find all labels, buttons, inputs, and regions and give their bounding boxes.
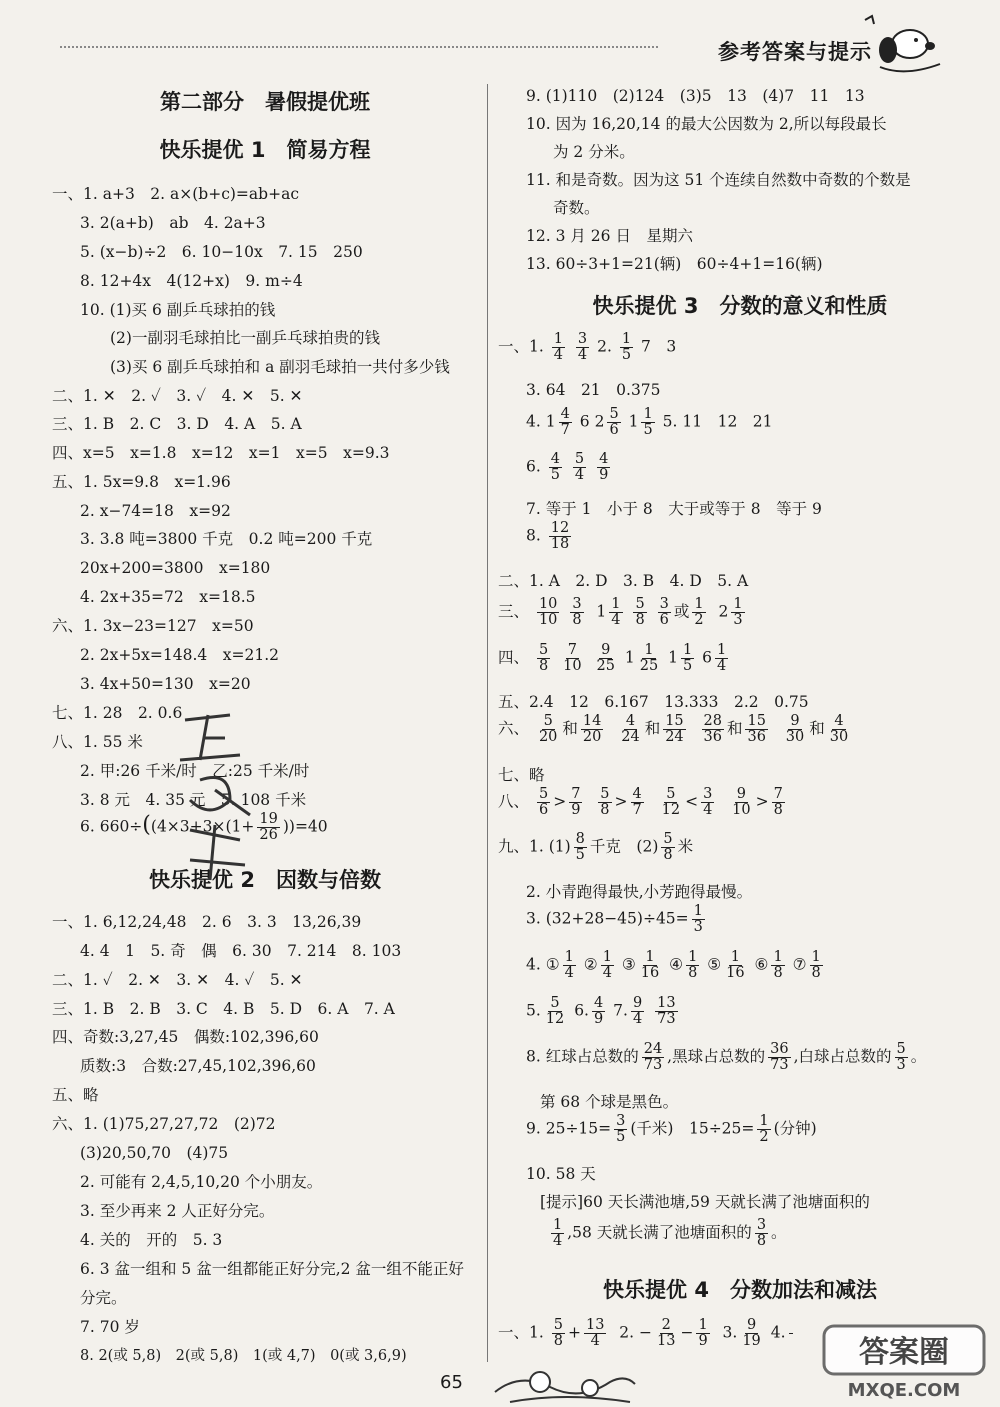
answer-line: 3. 3.8 吨=3800 千克 0.2 吨=200 千克 [80, 530, 373, 548]
answer-line: 六、1. 3x−23=127 x=50 [52, 617, 254, 635]
answer-line: 质数:3 合数:27,45,102,396,60 [80, 1057, 316, 1075]
answer-line-frac: 四、 $\frac{5}{8}$ $\frac{7}{10}$ $\frac{9}{25}$ 1 $\frac{1}{25}$ 1 $\frac{1}{5}$ 6 $\frac{1}{4}$ [498, 642, 727, 675]
answer-line-frac: 5. $\frac{5}{12}$ 6. $\frac{4}{9}$ 7. $\frac{9}{4}$ $\frac{13}{73}$ [526, 995, 676, 1028]
answer-line: 8. 2(或 5,8) 2(或 5,8) 1(或 4,7) 0(或 3,6,9) [80, 1348, 407, 1364]
answer-line: [提示]60 天长满池塘,59 天就长满了池塘面积的 [540, 1193, 870, 1211]
answer-line-frac: 4. ① $\frac{1}{4}$ ② $\frac{1}{4}$ ③ $\frac{1}{16}$ ④ $\frac{1}{8}$ ⑤ $\frac{1}{16}$ ⑥ $\frac{1}{8}$ ⑦ $\frac{1}{8}$ [526, 949, 821, 982]
answer-line: 9. (1)110 (2)124 (3)5 13 (4)7 11 13 [526, 87, 865, 105]
answer-line-frac: 3. (32+28−45)÷45= $\frac{1}{3}$ [526, 903, 703, 936]
answer-line: 四、奇数:3,27,45 偶数:102,396,60 [52, 1028, 319, 1046]
answer-line: 五、略 [52, 1086, 99, 1104]
section-title-4: 快乐提优 4 分数加法和减法 [603, 1278, 877, 1302]
answer-line: 10. 58 天 [526, 1165, 596, 1183]
answer-line: 3. 2(a+b) ab 4. 2a+3 [80, 214, 266, 232]
footer-cartoon-icon [490, 1362, 640, 1407]
page-header-title: 参考答案与提示 [718, 40, 872, 64]
answer-line: 7. 70 岁 [80, 1318, 140, 1336]
page-number: 65 [440, 1372, 463, 1393]
snoopy-mascot-icon [860, 12, 955, 77]
watermark-text: 答案圈 [859, 1335, 949, 1370]
part-title: 第二部分 暑假提优班 [160, 90, 370, 114]
answer-line: 二、1. A 2. D 3. B 4. D 5. A [498, 572, 749, 590]
answer-line: 为 2 分米。 [553, 143, 635, 161]
answer-line: 4. 关的 开的 5. 3 [80, 1231, 223, 1249]
watermark-logo [820, 1318, 995, 1403]
column-divider [487, 84, 488, 1362]
answer-line: 五、1. 5x=9.8 x=1.96 [52, 473, 231, 491]
answer-line: 10. 因为 16,20,14 的最大公因数为 2,所以每段最长 [526, 115, 887, 133]
watermark-sub: MXQE.COM [847, 1380, 961, 1401]
answer-line: 20x+200=3800 x=180 [80, 559, 271, 577]
answer-line: 四、x=5 x=1.8 x=12 x=1 x=5 x=9.3 [52, 444, 390, 462]
answer-line: 分完。 [80, 1289, 127, 1307]
answer-line-frac: 三、 $\frac{10}{10}$ $\frac{3}{8}$ 1 $\frac{1}{4}$ $\frac{5}{8}$ $\frac{3}{6}$ 或 $\frac{1}{2}$ 2 $\frac{1}{3}$ [498, 596, 743, 629]
answer-line: 3. 4x+50=130 x=20 [80, 675, 251, 693]
answer-line-frac: 4. 1 $\frac{4}{7}$ 6 2 $\frac{5}{6}$ 1 $\frac{1}{5}$ 5. 11 12 21 [526, 406, 773, 439]
answer-line: (2)一副羽毛球拍比一副乒乓球拍贵的钱 [110, 329, 380, 347]
answer-line: 8. 12+4x 4(12+x) 9. m÷4 [80, 272, 303, 290]
answer-line: (3)买 6 副乒乓球拍和 a 副羽毛球拍一共付多少钱 [110, 358, 450, 376]
answer-line: 三、1. B 2. C 3. D 4. A 5. A [52, 415, 302, 433]
answer-line-frac: 8. $\frac{12}{18}$ [526, 520, 570, 553]
answer-line: 一、1. a+3 2. a×(b+c)=ab+ac [52, 185, 299, 203]
answer-line: 2. 小青跑得最快,小芳跑得最慢。 [526, 883, 753, 901]
answer-line-frac: 九、1. (1) $\frac{8}{5}$ 千克 (2) $\frac{5}{8}$ 米 [498, 831, 694, 864]
answer-line: 2. x−74=18 x=92 [80, 502, 231, 520]
answer-line: 八、1. 55 米 [52, 733, 143, 751]
answer-line: 10. (1)买 6 副乒乓球拍的钱 [80, 301, 276, 319]
answer-line-frac: 八、 $\frac{5}{6}$ > $\frac{7}{9}$ $\frac{5}{8}$ > $\frac{4}{7}$ $\frac{5}{12}$ < $\frac{3}{4}$ $\frac{9}{10}$ > $\frac{7}{8}$ [498, 786, 783, 819]
section-title-3: 快乐提优 3 分数的意义和性质 [592, 294, 888, 318]
answer-line: 五、2.4 12 6.167 13.333 2.2 0.75 [498, 693, 809, 711]
handwritten-scribble [170, 690, 280, 890]
answer-line: 一、1. 6,12,24,48 2. 6 3. 3 13,26,39 [52, 913, 362, 931]
answer-line: 12. 3 月 26 日 星期六 [526, 227, 693, 245]
answer-line: 六、1. (1)75,27,27,72 (2)72 [52, 1115, 276, 1133]
answer-line: 二、1. ✓ 2. ✕ 3. ✕ 4. ✓ 5. ✕ [52, 971, 303, 989]
answer-line: 第 68 个球是黑色。 [540, 1093, 679, 1111]
answer-line: 4. 4 1 5. 奇 偶 6. 30 7. 214 8. 103 [80, 942, 402, 960]
answer-line: 2. 可能有 2,4,5,10,20 个小朋友。 [80, 1173, 323, 1191]
answer-line: 七、略 [498, 766, 545, 784]
answer-line-frac: $\frac{1}{4}$ ,58 天就长满了池塘面积的 $\frac{3}{8}$ 。 [553, 1217, 787, 1250]
answer-line: 2. 2x+5x=148.4 x=21.2 [80, 646, 280, 664]
answer-line: 5. (x−b)÷2 6. 10−10x 7. 15 250 [80, 243, 363, 261]
answer-line: 7. 等于 1 小于 8 大于或等于 8 等于 9 [526, 500, 822, 518]
answer-line: 奇数。 [553, 199, 600, 217]
answer-line-frac: 一、1. $\frac{5}{8}$ + $\frac{13}{4}$ 2. − $\frac{2}{13}$ − $\frac{1}{9}$ 3. $\frac{9}{19}$ 4. [498, 1318, 796, 1349]
answer-line: 13. 60÷3+1=21(辆) 60÷4+1=16(辆) [526, 255, 823, 273]
answer-line: 二、1. ✕ 2. ✓ 3. ✓ 4. ✕ 5. ✕ [52, 387, 303, 405]
answer-line: 七、1. 28 2. 0.6 [52, 704, 183, 722]
answer-line-frac: 6. $\frac{4}{5}$ $\frac{5}{4}$ $\frac{4}{9}$ [526, 451, 609, 484]
answer-line: 3. 8 元 4. 35 元 5. 108 千米 [80, 791, 307, 809]
answer-line: 3. 至少再来 2 人正好分完。 [80, 1202, 275, 1220]
answer-line: (3)20,50,70 (4)75 [80, 1144, 229, 1162]
answer-line-frac: 六、 $\frac{5}{20}$ 和 $\frac{14}{20}$ $\frac{4}{24}$ 和 $\frac{15}{24}$ $\frac{28}{36}$ 和 $\frac{15}{36}$ $\frac{9}{30}$ 和 $\frac{4}{30}$ [498, 713, 849, 746]
answer-line-frac: 9. 25÷15= $\frac{3}{5}$ (千米) 15÷25= $\frac{1}{2}$ (分钟) [526, 1113, 817, 1146]
answer-line-frac: 一、1. $\frac{1}{4}$ $\frac{3}{4}$ 2. $\frac{1}{5}$ 7 3 [498, 331, 677, 364]
answer-line: 2. 甲:26 千米/时 乙:25 千米/时 [80, 762, 310, 780]
section-title-2: 快乐提优 2 因数与倍数 [149, 868, 381, 892]
answer-line: 6. 3 盆一组和 5 盆一组都能正好分完,2 盆一组不能正好 [80, 1260, 464, 1278]
answer-line-formula: 6. 660÷((4×3+3×(1+ $\frac{19}{26}$ ))=40 [80, 811, 328, 844]
answer-line: 3. 64 21 0.375 [526, 381, 661, 399]
section-title-1: 快乐提优 1 简易方程 [159, 138, 371, 162]
answer-line: 三、1. B 2. B 3. C 4. B 5. D 6. A 7. A [52, 1000, 395, 1018]
answer-line: 11. 和是奇数。因为这 51 个连续自然数中奇数的个数是 [526, 171, 911, 189]
answer-line-frac: 8. 红球占总数的 $\frac{24}{73}$ ,黑球占总数的 $\frac{36}{73}$ ,白球占总数的 $\frac{5}{3}$ 。 [526, 1041, 927, 1074]
header-dotted-rule [60, 46, 658, 48]
answer-line: 4. 2x+35=72 x=18.5 [80, 588, 256, 606]
